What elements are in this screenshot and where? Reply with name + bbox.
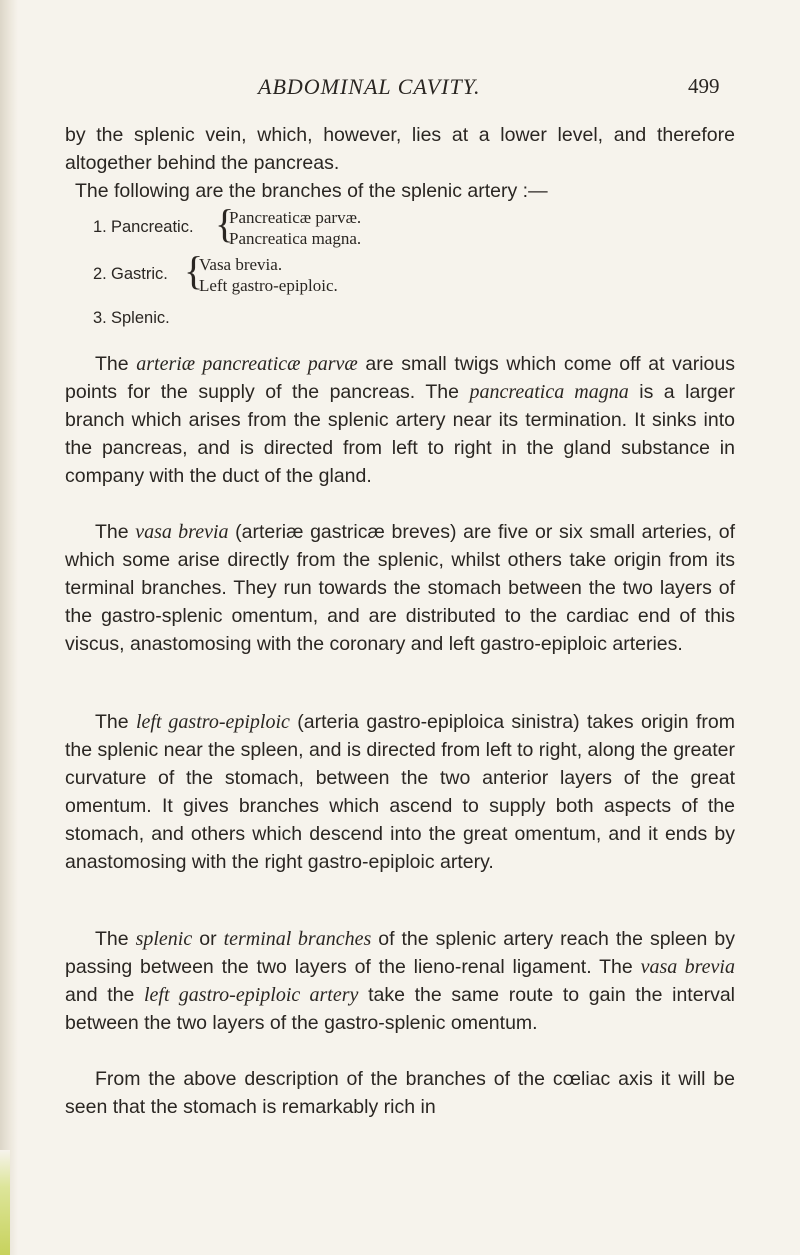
intro-text: by the splenic vein, which, however, lies at a lower level, and therefore altogether behind the pancreas. [65,124,735,174]
paragraph-pancreatic [65,350,735,490]
text-span: is a larger branch which arises from the splenic artery near its termination. It sinks into the pancreas, and is directed from left to right in the gland substance in company with the duct of the gland. [65,381,735,487]
paragraph-terminal-branches [65,925,735,1037]
item-number: 1. [93,218,107,236]
italic-term: vasa brevia [135,521,229,543]
italic-term: pancreatica magna [469,381,629,403]
italic-term: splenic [135,928,193,950]
page-corner-stain [0,1150,10,1255]
text-span: The [95,521,136,543]
text-span: The [95,711,136,733]
text-span: (arteriæ gastricæ breves) are five or six small arteries, of which some arise directly from the splenic, whilst others take origin from its terminal branches. They run towards the stomach between the two layers of the gastro-splenic omentum, and are distributed to the cardiac end of this viscus, anastomosing with the coronary and left gastro-epiploic arteries. [65,521,735,655]
brace-icon: { [184,248,204,293]
page-number: 499 [688,74,720,98]
item-name: Splenic. [111,309,170,327]
item-number: 3. [93,309,107,327]
italic-term: left gastro-epiploic [135,711,290,733]
sub-item: Left gastro-epiploic. [199,276,338,295]
italic-term: terminal branches [223,928,372,950]
brace-icon: { [215,201,235,246]
paragraph-left-gastro-epiploic [65,708,735,876]
page-binding-shadow [0,0,18,1255]
list-intro: The following are the branches of the splenic artery :— [75,180,548,202]
item-name: Gastric. [111,265,168,283]
text-span: of the splenic artery reach the spleen by passing between the two layers of the lieno-renal ligament. The [65,928,735,978]
text-span: and the [65,984,144,1006]
text-span: The [95,353,137,375]
page-header [0,74,800,104]
italic-term: left gastro-epiploic artery [144,984,359,1006]
sub-item: Vasa brevia. [199,255,283,274]
sub-item: Pancreatica magna. [229,229,362,248]
item-name: Pancreatic. [111,218,194,236]
running-title: ABDOMINAL CAVITY. [258,74,481,99]
text-span: are small twigs which come off at various points for the supply of the pancreas. The [65,353,735,403]
italic-term: vasa brevia [640,956,735,978]
text-span: or [192,928,224,950]
paragraph-coeliac: From the above description of the branches of the cœliac axis it will be seen that the stomach is remarkably rich in [65,1068,735,1118]
paragraph-vasa-brevia [65,518,735,658]
sub-item: Pancreaticæ parvæ. [229,208,362,227]
text-span: take the same route to gain the interval between the two layers of the gastro-splenic omentum. [65,984,735,1034]
italic-term: arteriæ pancreaticæ parvæ [136,353,358,375]
text-span: The [95,928,136,950]
text-span: (arteria gastro-epiploica sinistra) takes origin from the splenic near the spleen, and is directed from left to right, along the greater curvature of the stomach, between the two anterior layers of the great omentum. It gives branches which ascend to supply both aspects of the stomach, and others which descend into the great omentum, and it ends by anastomosing with the right gastro-epiploic artery. [65,711,735,873]
item-number: 2. [93,265,107,283]
